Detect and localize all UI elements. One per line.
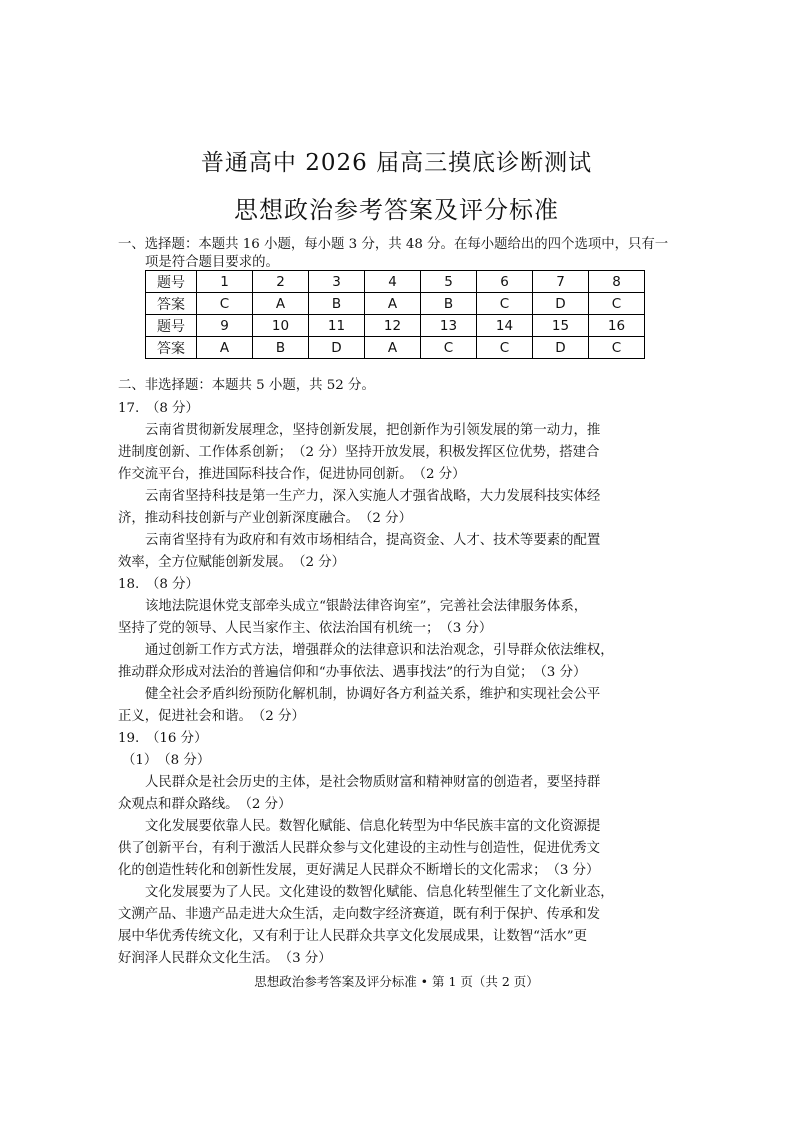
part1-intro-line2: 项是符合题目要求的。 xyxy=(145,255,279,270)
table-row-label: 答案 xyxy=(146,337,197,359)
question-number: 13 xyxy=(421,315,477,337)
paragraph-line: 通过创新工作方式方法，增强群众的法律意识和法治观念，引导群众依法维权， xyxy=(145,643,614,658)
paragraph-line: 推动群众形成对法治的普遍信仰和“办事依法、遇事找法”的行为自觉； （3 分） xyxy=(118,665,587,680)
table-row xyxy=(146,293,645,315)
answer-cell: C xyxy=(589,293,645,315)
answer-cell: B xyxy=(253,337,309,359)
paragraph-line: 坚持了党的领导、人民当家作主、依法治国有机统一； （3 分） xyxy=(118,621,493,636)
paragraph-line: 作交流平台，推进国际科技合作，促进协同创新。 （2 分） xyxy=(118,467,466,482)
document-subtitle: 思想政治参考答案及评分标准 xyxy=(234,196,559,224)
paragraph-line: 正义，促进社会和谐。 （2 分） xyxy=(118,709,305,724)
question-heading: 19. （16 分） xyxy=(118,731,208,746)
question-heading: 17. （8 分） xyxy=(118,401,199,416)
question-number: 14 xyxy=(477,315,533,337)
question-number: 16 xyxy=(589,315,645,337)
question-number: 11 xyxy=(309,315,365,337)
question-number: 2 xyxy=(253,271,309,293)
question-number: 6 xyxy=(477,271,533,293)
table-row xyxy=(146,271,645,293)
question-number: 9 xyxy=(197,315,253,337)
answer-cell: D xyxy=(533,293,589,315)
part2-intro: 二、非选择题：本题共 5 小题，共 52 分。 xyxy=(118,378,375,393)
answer-table xyxy=(145,270,645,359)
table-row-label: 题号 xyxy=(146,315,197,337)
answer-cell: D xyxy=(533,337,589,359)
paragraph-line: 供了创新平台，有利于激活人民群众参与文化建设的主动性与创造性，促进优秀文 xyxy=(118,841,601,856)
paragraph-line: 效率，全方位赋能创新发展。 （2 分） xyxy=(118,555,346,570)
answer-cell: C xyxy=(197,293,253,315)
table-row xyxy=(146,337,645,359)
answer-cell: C xyxy=(589,337,645,359)
part1-intro-line1: 一、选择题：本题共 16 小题，每小题 3 分，共 48 分。在每小题给出的四个选项中，只有一 xyxy=(118,237,669,252)
question-number: 8 xyxy=(589,271,645,293)
answer-cell: B xyxy=(421,293,477,315)
question-number: 12 xyxy=(365,315,421,337)
answer-cell: D xyxy=(309,337,365,359)
document-title: 普通高中 2026 届高三摸底诊断测试 xyxy=(200,150,593,176)
question-number: 5 xyxy=(421,271,477,293)
paragraph-line: 人民群众是社会历史的主体，是社会物质财富和精神财富的创造者，要坚持群 xyxy=(145,775,601,790)
answer-cell: A xyxy=(197,337,253,359)
paragraph-line: 该地法院退休党支部牵头成立“银龄法律咨询室”，完善社会法律服务体系， xyxy=(145,599,588,614)
sub-question-heading: （1） （8 分） xyxy=(122,753,211,768)
paragraph-line: 众观点和群众路线。 （2 分） xyxy=(118,797,292,812)
paragraph-line: 展中华优秀传统文化，又有利于让人民群众共享文化发展成果，让数智“活水”更 xyxy=(118,929,587,944)
paragraph-line: 文化发展要依靠人民。数智化赋能、信息化转型为中华民族丰富的文化资源提 xyxy=(145,819,601,834)
page-footer: 思想政治参考答案及评分标准 • 第 1 页（共 2 页） xyxy=(254,974,539,989)
paragraph-line: 云南省贯彻新发展理念，坚持创新发展，把创新作为引领发展的第一动力，推 xyxy=(145,423,601,438)
paragraph-line: 济，推动科技创新与产业创新深度融合。 （2 分） xyxy=(118,511,412,526)
paragraph-line: 化的创造性转化和创新性发展，更好满足人民群众不断增长的文化需求； （3 分） xyxy=(118,863,600,878)
answer-cell: A xyxy=(253,293,309,315)
question-number: 10 xyxy=(253,315,309,337)
answer-cell: C xyxy=(477,337,533,359)
paragraph-line: 云南省坚持有为政府和有效市场相结合，提高资金、人才、技术等要素的配置 xyxy=(145,533,601,548)
question-number: 1 xyxy=(197,271,253,293)
answer-cell: C xyxy=(421,337,477,359)
table-row-label: 答案 xyxy=(146,293,197,315)
paragraph-line: 好润泽人民群众文化生活。 （3 分） xyxy=(118,951,332,966)
table-row xyxy=(146,315,645,337)
paragraph-line: 文化发展要为了人民。文化建设的数智化赋能、信息化转型催生了文化新业态， xyxy=(145,885,614,900)
answer-cell: A xyxy=(365,337,421,359)
question-number: 7 xyxy=(533,271,589,293)
question-heading: 18. （8 分） xyxy=(118,577,199,592)
paragraph-line: 云南省坚持科技是第一生产力，深入实施人才强省战略，大力发展科技实体经 xyxy=(145,489,601,504)
paragraph-line: 健全社会矛盾纠纷预防化解机制，协调好各方利益关系，维护和实现社会公平 xyxy=(145,687,601,702)
question-number: 15 xyxy=(533,315,589,337)
answer-cell: A xyxy=(365,293,421,315)
paragraph-line: 进制度创新、工作体系创新； （2 分）坚持开放发展，积极发挥区位优势，搭建合 xyxy=(118,445,600,460)
table-row-label: 题号 xyxy=(146,271,197,293)
question-number: 3 xyxy=(309,271,365,293)
question-number: 4 xyxy=(365,271,421,293)
answer-cell: C xyxy=(477,293,533,315)
paragraph-line: 文溯产品、非遗产品走进大众生活，走向数字经济赛道，既有利于保护、传承和发 xyxy=(118,907,601,922)
answer-cell: B xyxy=(309,293,365,315)
